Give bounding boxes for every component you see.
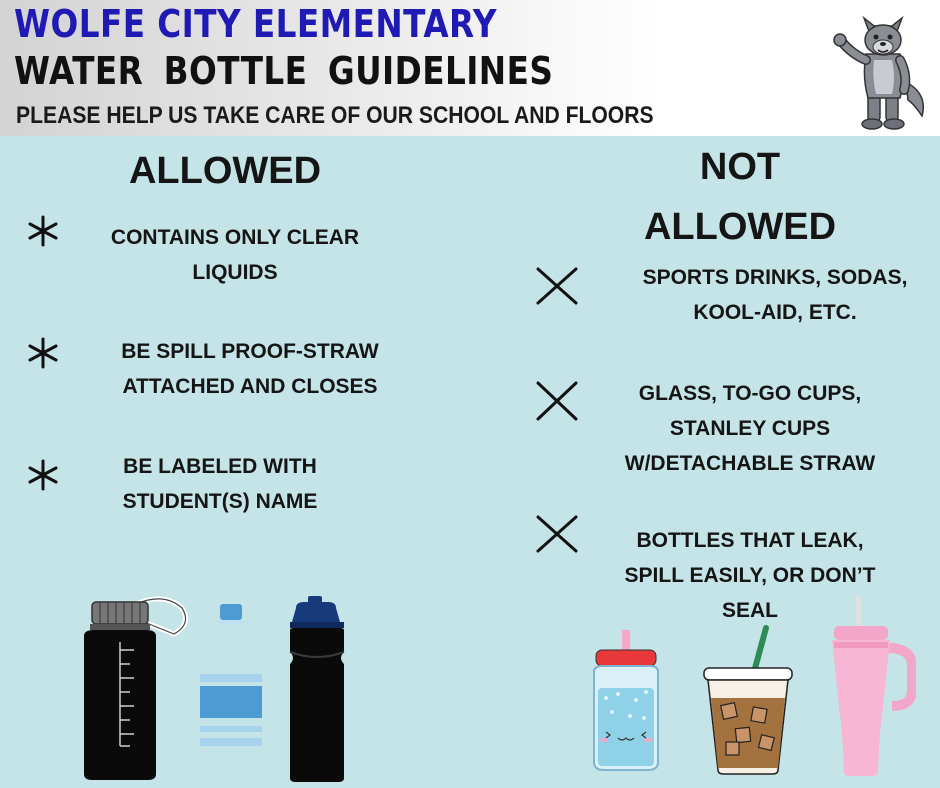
allowed-item xyxy=(70,334,430,404)
item-line: STUDENT(S) NAME xyxy=(122,490,318,513)
x-mark-icon xyxy=(534,514,580,554)
item-line: CONTAINS ONLY CLEAR xyxy=(110,226,360,249)
school-name: WOLFE CITY ELEMENTARY xyxy=(14,2,497,46)
item-line: W/DETACHABLE STRAW xyxy=(624,452,876,475)
item-line: ATTACHED AND CLOSES xyxy=(122,375,378,398)
wolf-mascot-icon xyxy=(824,4,936,132)
sports-bottle-icon xyxy=(282,594,352,784)
asterisk-icon xyxy=(26,336,60,370)
allowed-heading: ALLOWED xyxy=(128,150,322,192)
stanley-tumbler-icon xyxy=(826,594,916,778)
not-allowed-heading-line1: NOT xyxy=(699,146,781,188)
to-go-coffee-cup-icon xyxy=(700,624,796,776)
header-banner xyxy=(0,0,940,136)
item-line: SPORTS DRINKS, SODAS, xyxy=(642,266,908,289)
allowed-item xyxy=(60,220,410,290)
asterisk-icon xyxy=(26,214,60,248)
item-line: BE LABELED WITH xyxy=(123,455,317,478)
not-allowed-item xyxy=(600,260,940,330)
not-allowed-heading-line2: ALLOWED xyxy=(643,206,837,248)
poster-title: WATER BOTTLE GUIDELINES xyxy=(14,49,554,93)
x-mark-icon xyxy=(534,266,580,306)
item-line: GLASS, TO-GO CUPS, xyxy=(638,382,862,405)
asterisk-icon xyxy=(26,458,60,492)
plastic-water-bottle-icon xyxy=(196,598,266,750)
item-line: BOTTLES THAT LEAK, xyxy=(636,529,864,552)
item-line: STANLEY CUPS xyxy=(669,417,831,440)
item-line: BE SPILL PROOF-STRAW xyxy=(121,340,379,363)
x-mark-icon xyxy=(534,380,580,422)
mason-jar-cup-icon xyxy=(586,628,666,774)
item-line: SPILL EASILY, OR DON’T xyxy=(624,564,876,587)
item-line: LIQUIDS xyxy=(192,261,278,284)
not-allowed-item xyxy=(580,376,920,481)
allowed-item xyxy=(70,449,370,519)
poster-subtitle: PLEASE HELP US TAKE CARE OF OUR SCHOOL AND FLOORS xyxy=(16,102,654,129)
item-line: KOOL-AID, ETC. xyxy=(693,301,857,324)
item-line: SEAL xyxy=(721,599,778,622)
water-bottle-icon xyxy=(74,594,194,782)
